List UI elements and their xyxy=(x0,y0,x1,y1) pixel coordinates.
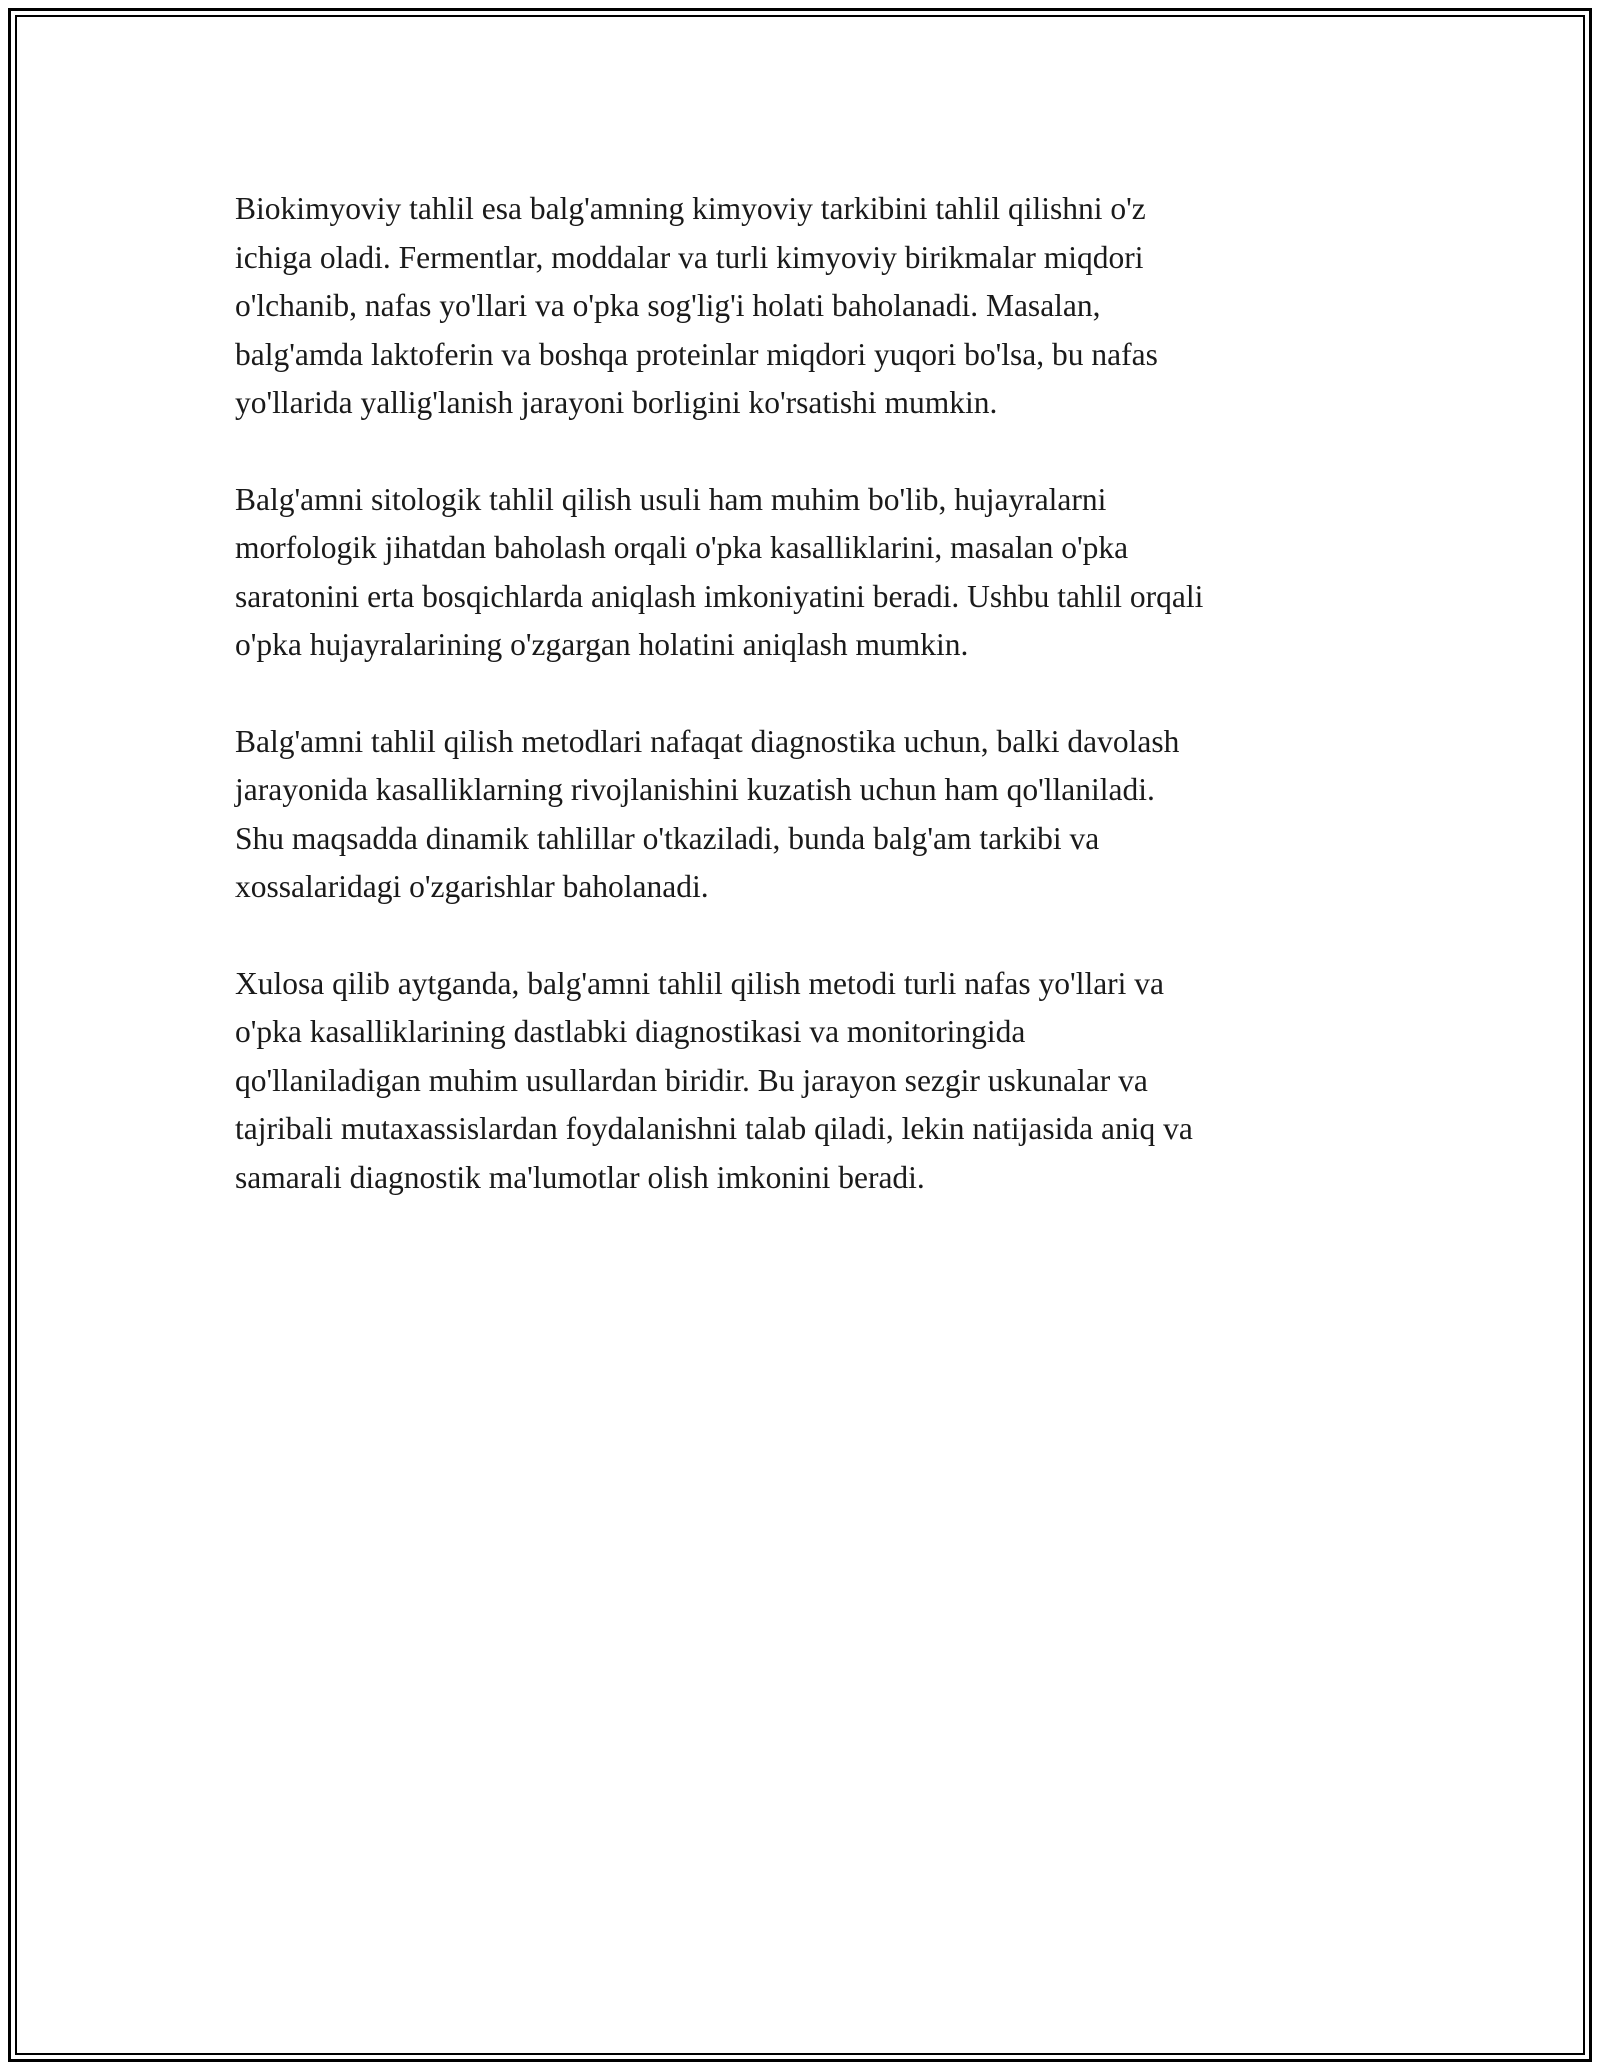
text-line: Balg'amni tahlil qilish metodlari nafaqat diagnostika uchun, balki davolash xyxy=(235,723,1180,759)
text-line: o'lchanib, nafas yo'llari va o'pka sog'lig'i holati baholanadi. Masalan, xyxy=(235,288,1101,323)
text-line: samarali diagnostik ma'lumotlar olish imkonini beradi. xyxy=(235,1159,925,1195)
text-line: Shu maqsadda dinamik tahlillar o'tkaziladi, bunda balg'am tarkibi va xyxy=(235,820,1100,856)
text-line: morfologik jihatdan baholash orqali o'pka kasalliklarini, masalan o'pka xyxy=(235,530,1129,565)
paragraph-biochemical-analysis xyxy=(235,185,1375,428)
text-line: jarayonida kasalliklarning rivojlanishini kuzatish uchun ham qo'llaniladi. xyxy=(235,772,1155,807)
paragraph-cytological-analysis xyxy=(235,476,1375,670)
text-line: balg'amda laktoferin va boshqa proteinlar miqdori yuqori bo'lsa, bu nafas xyxy=(235,336,1158,372)
text-line: Xulosa qilib aytganda, balg'amni tahlil qilish metodi turli nafas yo'llari va xyxy=(235,965,1165,1001)
paragraph-conclusion xyxy=(235,960,1375,1203)
text-line: Balg'amni sitologik tahlil qilish usuli ham muhim bo'lib, hujayralarni xyxy=(235,481,1107,517)
text-line: o'pka kasalliklarining dastlabki diagnostikasi va monitoringida xyxy=(235,1014,1026,1049)
text-line: Biokimyoviy tahlil esa balg'amning kimyoviy tarkibini tahlil qilishni o'z xyxy=(235,191,1146,226)
text-line: tajribali mutaxassislardan foydalanishni talab qiladi, lekin natijasida aniq va xyxy=(235,1111,1193,1146)
text-line: yo'llarida yallig'lanish jarayoni borligini ko'rsatishi mumkin. xyxy=(235,385,998,420)
text-line: qo'llaniladigan muhim usullardan biridir. Bu jarayon sezgir uskunalar va xyxy=(235,1062,1148,1098)
document-body xyxy=(235,185,1375,1250)
text-line: ichiga oladi. Fermentlar, moddalar va turli kimyoviy birikmalar miqdori xyxy=(235,239,1144,275)
text-line: saratonini erta bosqichlarda aniqlash imkoniyatini beradi. Ushbu tahlil orqali xyxy=(235,578,1204,614)
text-line: o'pka hujayralarining o'zgargan holatini aniqlash mumkin. xyxy=(235,627,969,662)
text-line: xossalaridagi o'zgarishlar baholanadi. xyxy=(235,869,709,904)
paragraph-treatment-monitoring xyxy=(235,718,1375,912)
